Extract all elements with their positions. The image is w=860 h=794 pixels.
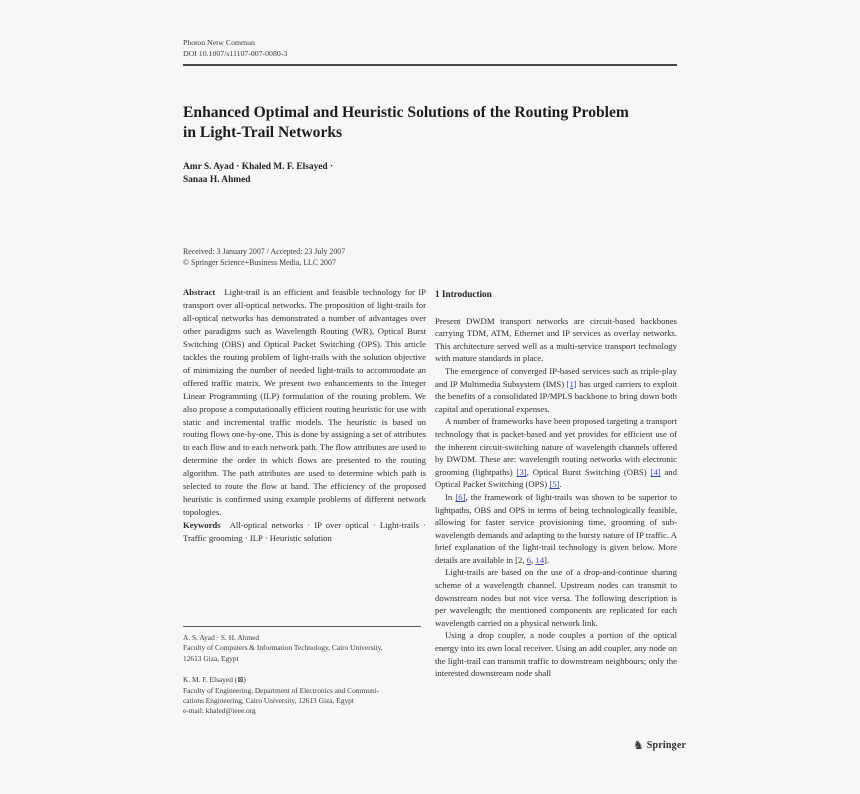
citation-link[interactable]: [3] [516,466,527,477]
keywords-text: All-optical networks · IP over optical · Light-trails · Traffic grooming · ILP · Heuristic solution [183,520,426,544]
journal-name: Photon Netw Commun [183,38,255,47]
text-run: Present DWDM transport networks are circuit-based backbones carrying TDM, ATM, Ethernet and IP services as overlay networks. This architecture served well as a multi-service transport technology with mature standards in place. [435,315,677,364]
page-title [183,103,693,143]
authors-line-2: Sanaa H. Ahmed [183,174,251,185]
citation-link[interactable]: 6 [526,554,532,565]
text-run: In [445,491,456,502]
keywords [183,519,426,545]
text-run: , the framework of light-trails was shown to be superior to lightpaths, OBS and OPS in terms of being technologically feasible, allowing for faster service provisioning time, grooming of sub-wavelength demands and adapting to the bursty nature of IP traffic. A brief explanation of the light-trail technology is given below. More details are available in [2, [435,491,677,565]
footnote-line: A. S. Ayad · S. H. Ahmed [183,633,260,642]
received-accepted: Received: 3 January 2007 / Accepted: 23 July 2007 [183,247,346,256]
title-line-2: in Light-Trail Networks [183,124,343,141]
footnote-affiliation-1 [183,633,426,664]
authors-line-1: Amr S. Ayad · Khaled M. F. Elsayed · [183,162,334,172]
section-heading-introduction: 1 Introduction [435,289,492,299]
keywords-heading: Keywords [183,520,221,531]
journal-header [183,37,287,59]
footnote-rule [183,626,421,627]
text-run: The emergence of converged IP-based services such as triple-play and IP Multimedia Subsystem (IMS) [435,365,677,389]
abstract [183,286,426,519]
abstract-heading: Abstract [183,287,216,297]
citation-link[interactable]: 14 [535,554,545,565]
text-run: ]. [544,554,550,565]
paragraph [435,315,677,365]
text-run: A number of frameworks have been proposed targeting a transport technology that is packet-based and yet provides for efficient use of the inherent circuit-switching nature of wavelength channels offered by DWDM. These are: wavelength routing networks with electronic grooming (lightpaths) [435,416,677,477]
text-run: and Optical Packet Switching (OPS) [435,466,677,490]
abstract-text: Light-trail is an efficient and feasible technology for IP transport over all-optical networks. The proposition of light-trails for all-optical networks has demonstrated a number of advantages over other paradigms such as Wavelength Routing (WR), Optical Burst Switching (OBS) and Optical Packet Switching (OPS). This article tackles the routing problem of light-trails with the solution objective of minimizing the number of needed light-trails to accommodate an offered traffic matrix. We present two enhancements to the Integer Linear Programming (ILP) formulation of the routing problem. We also propose a computationally efficient routing heuristic for use with static and incremental traffic models. The heuristic is based on routing flows one-by-one. This is done by assigning a set of attributes to each flow and to each network path. The flow attributes are used to determine the order in which flows are presented to the routing algorithm. The path attributes are used to determine which path is selected to route the flow at hand. The efficiency of the proposed heuristic is confirmed using example problems of different network topologies. [183,287,426,518]
publisher-name: Springer [646,739,687,751]
doi: DOI 10.1007/s11107-007-0080-3 [183,49,288,58]
text-run: Light-trails are based on the use of a drop-and-continue sharing scheme of a wavelength channel. Upstream nodes can transmit to downstream nodes but not vice versa. The following description is per wavelength; the mentioned components are replicated for each wavelength carried on a physical network link. [435,567,677,628]
citation-link[interactable]: [6] [455,491,466,502]
left-column [183,286,426,545]
paragraph [435,491,677,567]
header-rule [183,64,677,66]
title-line-1: Enhanced Optimal and Heuristic Solutions of the Routing Problem [183,104,629,121]
text-run: , Optical Burst Switching (OBS) [526,466,651,477]
footnote-affiliation-2 [183,675,426,717]
footnote-line: 12613 Giza, Egypt [183,653,239,663]
paragraph [435,365,677,415]
paragraph [435,415,677,491]
footnote-line: cations Engineering, Cairo University, 12613 Giza, Egypt [183,696,354,706]
copyright-line: © Springer Science+Business Media, LLC 2007 [183,257,336,267]
paragraph [435,629,677,679]
publisher-mark [633,739,686,751]
footnote-line: Faculty of Engineering, Department of Electronics and Communi- [183,685,380,695]
article-dates [183,247,345,269]
springer-knight-logo-icon: ♞ [633,738,644,752]
author-list [183,161,333,186]
text-run: Using a drop coupler, a node couples a portion of the optical energy into its own local receiver. Using an add coupler, any node on the light-trail can transmit traffic to downstream neighbours; only the interested downstream node shall [435,630,677,679]
footnote-line: Faculty of Computers & Information Technology, Cairo University, [183,643,383,653]
footnotes [183,626,426,717]
paragraph [435,566,677,629]
citation-link[interactable]: [4] [650,466,661,477]
introduction-body [435,315,677,680]
footnote-line: K. M. F. Elsayed (⊠) [183,675,246,685]
text-run: . [559,479,562,490]
text-run: has urged carriers to exploit the benefits of a consolidated IP/MPLS backbone to bring down both capital and operational expenses. [435,378,677,414]
footnote-email: e-mail: khaled@ieee.org [183,706,256,716]
text-run: , [531,554,536,565]
right-column [435,286,677,680]
citation-link[interactable]: [1] [566,378,577,389]
citation-link[interactable]: [5] [549,479,560,490]
